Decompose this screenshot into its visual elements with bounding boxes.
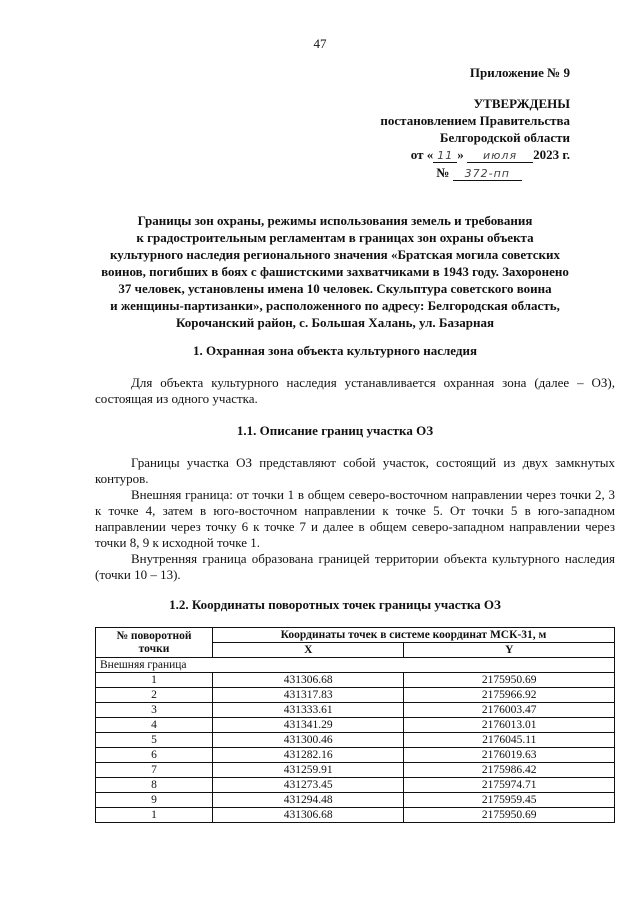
cell-y: 2175974.71: [404, 778, 615, 793]
cell-x: 431282.16: [213, 748, 404, 763]
cell-y: 2176045.11: [404, 733, 615, 748]
table-row: [96, 748, 615, 763]
column-header-coordinates: Координаты точек в системе координат МСК-31, м: [213, 628, 615, 643]
cell-y: 2175959.45: [404, 793, 615, 808]
cell-x: 431273.45: [213, 778, 404, 793]
table-row: [96, 778, 615, 793]
table-group-label: Внешняя граница: [96, 658, 615, 673]
cell-n: 1: [96, 673, 213, 688]
column-header-point: № поворотной точки: [96, 628, 213, 658]
cell-x: 431259.91: [213, 763, 404, 778]
date-year: 2023 г.: [533, 147, 570, 162]
cell-x: 431306.68: [213, 808, 404, 823]
cell-y: 2175950.69: [404, 808, 615, 823]
date-day: 11: [433, 149, 457, 163]
cell-x: 431294.48: [213, 793, 404, 808]
table-row: [96, 703, 615, 718]
cell-n: 2: [96, 688, 213, 703]
heading-line: воинов, погибших в боях с фашистскими захватчиками в 1943 году. Захоронено: [101, 264, 569, 279]
approval-line-1: постановлением Правительства: [380, 113, 570, 128]
cell-y: 2176013.01: [404, 718, 615, 733]
cell-y: 2176019.63: [404, 748, 615, 763]
approval-block: [380, 64, 570, 182]
cell-n: 5: [96, 733, 213, 748]
section-1-1-paragraph-2: Внешняя граница: от точки 1 в общем северо-восточном направлении через точки 2, 3 к точке 4, затем в юго-восточном направлении к точке 5. От точки 5 в юго-западном направлении через точку 6 к точке 7 и далее в общем северо-западном направлении через точки 8, 9 к исходной точке 1.: [95, 487, 615, 550]
heading-line: культурного наследия регионального значения «Братская могила советских: [110, 247, 560, 262]
approval-number: [380, 164, 522, 182]
section-1-2-title: 1.2. Координаты поворотных точек границы участка ОЗ: [169, 597, 501, 612]
cell-x: 431306.68: [213, 673, 404, 688]
column-header-y: Y: [404, 643, 615, 658]
column-header-x: X: [213, 643, 404, 658]
table-row: [96, 718, 615, 733]
heading-line: к градостроительным регламентам в границах зон охраны объекта: [136, 230, 534, 245]
section-1-title: 1. Охранная зона объекта культурного наследия: [193, 343, 477, 358]
document-heading: [60, 212, 610, 331]
cell-y: 2175966.92: [404, 688, 615, 703]
approval-line-2: Белгородской области: [439, 130, 570, 145]
date-mid: »: [457, 147, 464, 162]
cell-y: 2176003.47: [404, 703, 615, 718]
table-row: [96, 763, 615, 778]
cell-y: 2175986.42: [404, 763, 615, 778]
cell-n: 1: [96, 808, 213, 823]
appendix-label: Приложение № 9: [469, 65, 570, 80]
heading-line: 37 человек, установлены имена 10 человек. Скульптура советского воина: [118, 281, 552, 296]
cell-x: 431317.83: [213, 688, 404, 703]
cell-y: 2175950.69: [404, 673, 615, 688]
date-prefix: от «: [410, 147, 434, 162]
page-number: 47: [313, 36, 327, 51]
table-row: [96, 673, 615, 688]
table-row: [96, 733, 615, 748]
cell-n: 7: [96, 763, 213, 778]
approved-title: УТВЕРЖДЕНЫ: [473, 96, 570, 111]
cell-n: 4: [96, 718, 213, 733]
section-1-1-title: 1.1. Описание границ участка ОЗ: [236, 423, 434, 438]
heading-line: и женщины-партизанки», расположенного по адресу: Белгородская область,: [110, 298, 560, 313]
cell-n: 9: [96, 793, 213, 808]
number-prefix: №: [436, 165, 450, 180]
date-month: июля: [467, 149, 533, 163]
section-1-1-paragraph-3: Внутренняя граница образована границей территории объекта культурного наследия (точки 10 – 13).: [95, 551, 615, 582]
table-row: [96, 793, 615, 808]
section-1-text: Для объекта культурного наследия устанавливается охранная зона (далее – ОЗ), состоящая из одного участка.: [95, 375, 615, 406]
cell-n: 6: [96, 748, 213, 763]
cell-n: 3: [96, 703, 213, 718]
table-row: [96, 808, 615, 823]
heading-line: Корочанский район, с. Большая Халань, ул. Базарная: [175, 315, 495, 330]
number-value: 372-пп: [453, 167, 522, 181]
coordinates-table: [95, 627, 615, 823]
cell-x: 431341.29: [213, 718, 404, 733]
table-row: [96, 688, 615, 703]
heading-line: Границы зон охраны, режимы использования земель и требования: [137, 213, 533, 228]
cell-x: 431300.46: [213, 733, 404, 748]
section-1-1-paragraph-1: Границы участка ОЗ представляют собой участок, состоящий из двух замкнутых контуров.: [95, 455, 615, 486]
cell-n: 8: [96, 778, 213, 793]
cell-x: 431333.61: [213, 703, 404, 718]
approval-date: [380, 146, 570, 164]
